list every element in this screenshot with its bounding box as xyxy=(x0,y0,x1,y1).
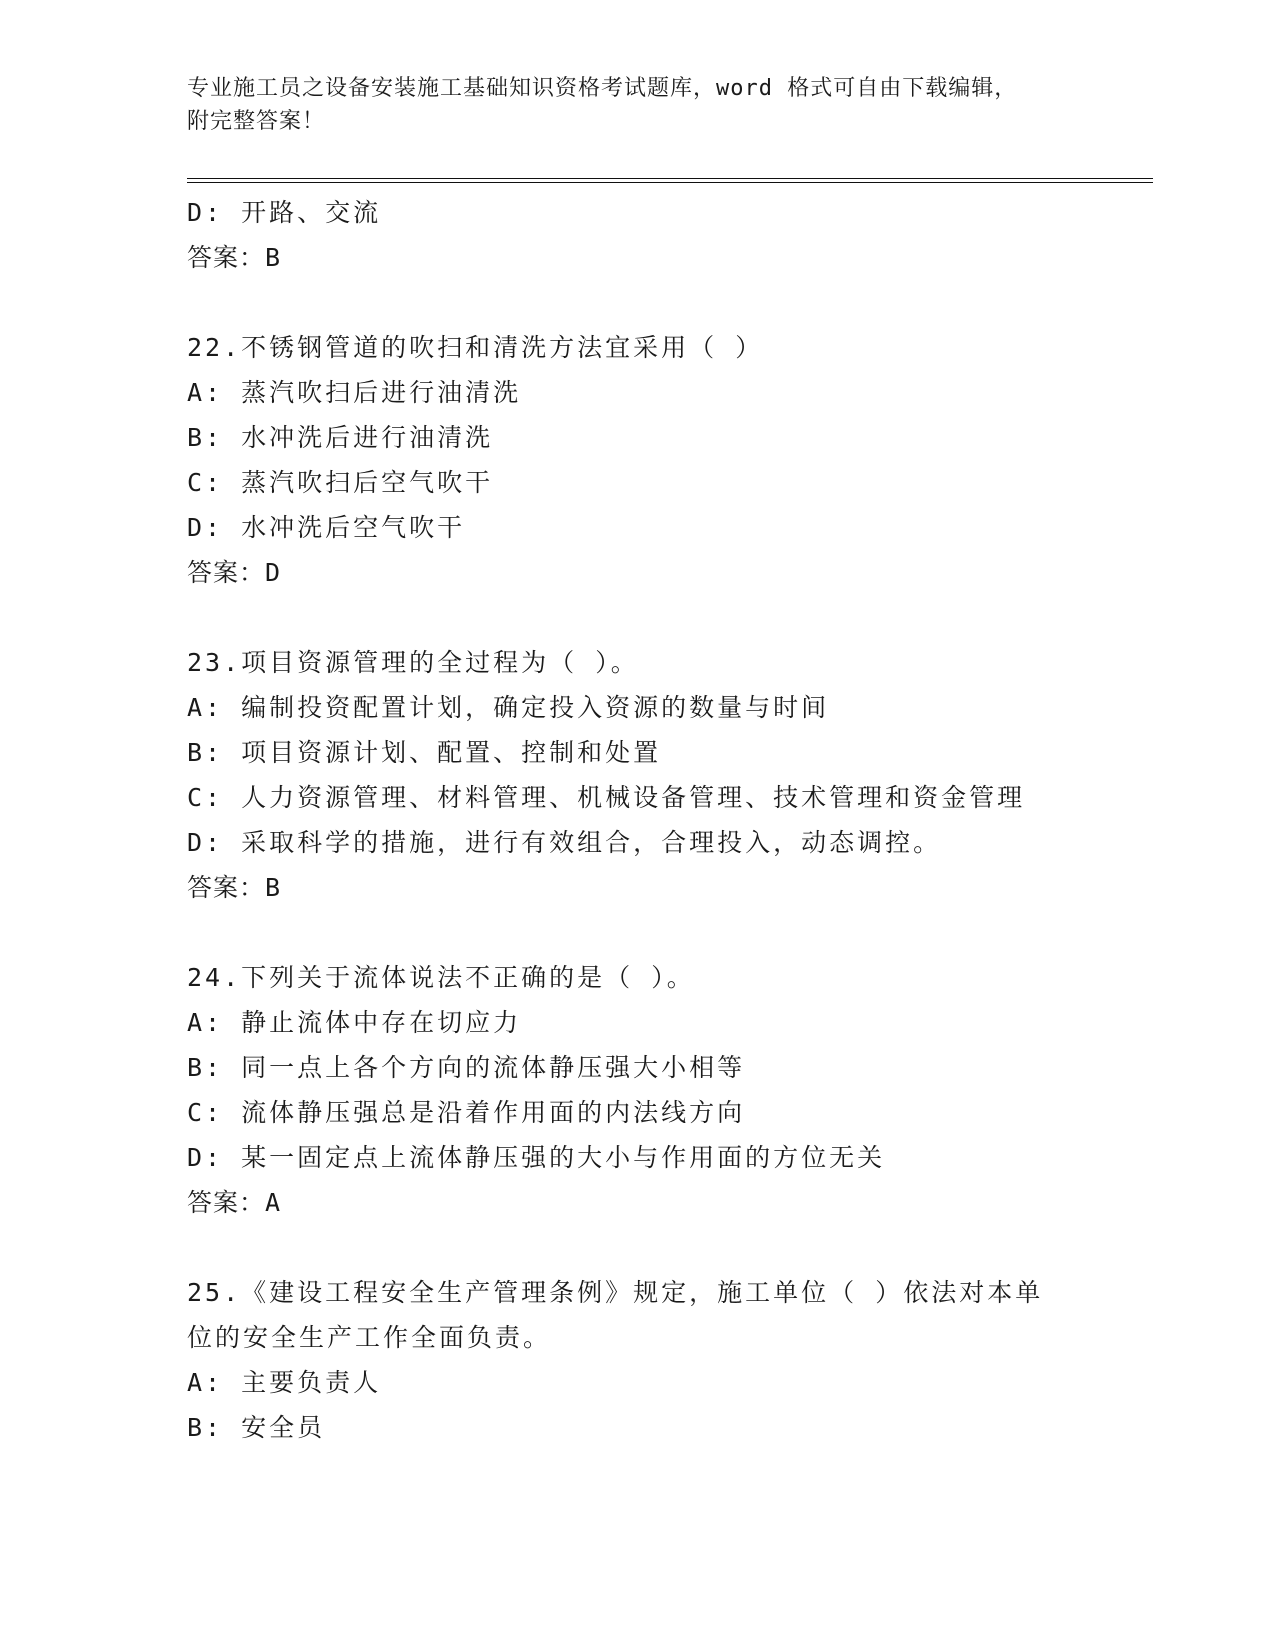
option-a: A: 静止流体中存在切应力 xyxy=(187,1008,522,1037)
option-a: A: 主要负责人 xyxy=(187,1368,382,1397)
option-c: C: 蒸汽吹扫后空气吹干 xyxy=(187,468,494,497)
answer-label: 答案： xyxy=(187,1188,266,1217)
document-header xyxy=(187,72,1087,138)
option-b: B: 安全员 xyxy=(187,1413,326,1442)
option-b: B: 项目资源计划、配置、控制和处置 xyxy=(187,738,662,767)
option-b: B: 水冲洗后进行油清洗 xyxy=(187,423,494,452)
option-d: D: 水冲洗后空气吹干 xyxy=(187,513,466,542)
option-a: A: 蒸汽吹扫后进行油清洗 xyxy=(187,378,522,407)
option-c: C: 人力资源管理、材料管理、机械设备管理、技术管理和资金管理 xyxy=(187,783,1026,812)
answer-value: A xyxy=(265,1188,282,1217)
answer-line xyxy=(187,1180,1087,1225)
question-list xyxy=(187,190,1087,1450)
question-23 xyxy=(187,640,1087,910)
option-c: C: 流体静压强总是沿着作用面的内法线方向 xyxy=(187,1098,746,1127)
answer-value: B xyxy=(265,873,282,902)
answer-value: D xyxy=(265,558,282,587)
question-stem: 23.项目资源管理的全过程为（ ）。 xyxy=(187,648,639,677)
question-stem-line-2: 位的安全生产工作全面负责。 xyxy=(187,1323,552,1352)
answer-label: 答案： xyxy=(187,558,266,587)
header-divider xyxy=(187,178,1153,183)
question-25 xyxy=(187,1270,1087,1450)
option-d: D: 采取科学的措施，进行有效组合，合理投入，动态调控。 xyxy=(187,828,942,857)
option-a: A: 编制投资配置计划，确定投入资源的数量与时间 xyxy=(187,693,830,722)
answer-line xyxy=(187,235,1087,280)
answer-label: 答案： xyxy=(187,873,266,902)
header-line-2: 附完整答案！ xyxy=(187,109,326,134)
option-b: B: 同一点上各个方向的流体静压强大小相等 xyxy=(187,1053,746,1082)
option-d: D: 开路、交流 xyxy=(187,198,382,227)
question-22 xyxy=(187,325,1087,595)
answer-label: 答案： xyxy=(187,243,266,272)
question-stem: 22.不锈钢管道的吹扫和清洗方法宜采用（ ） xyxy=(187,333,764,362)
question-stem: 24.下列关于流体说法不正确的是（ ）。 xyxy=(187,963,695,992)
header-line-1: 专业施工员之设备安装施工基础知识资格考试题库，word 格式可自由下载编辑， xyxy=(187,76,1018,101)
question-24 xyxy=(187,955,1087,1225)
option-d: D: 某一固定点上流体静压强的大小与作用面的方位无关 xyxy=(187,1143,886,1172)
question-stem-line-1: 25.《建设工程安全生产管理条例》规定，施工单位（ ）依法对本单 xyxy=(187,1278,1044,1307)
answer-value: B xyxy=(265,243,282,272)
answer-line xyxy=(187,865,1087,910)
answer-line xyxy=(187,550,1087,595)
question-prev xyxy=(187,190,1087,280)
